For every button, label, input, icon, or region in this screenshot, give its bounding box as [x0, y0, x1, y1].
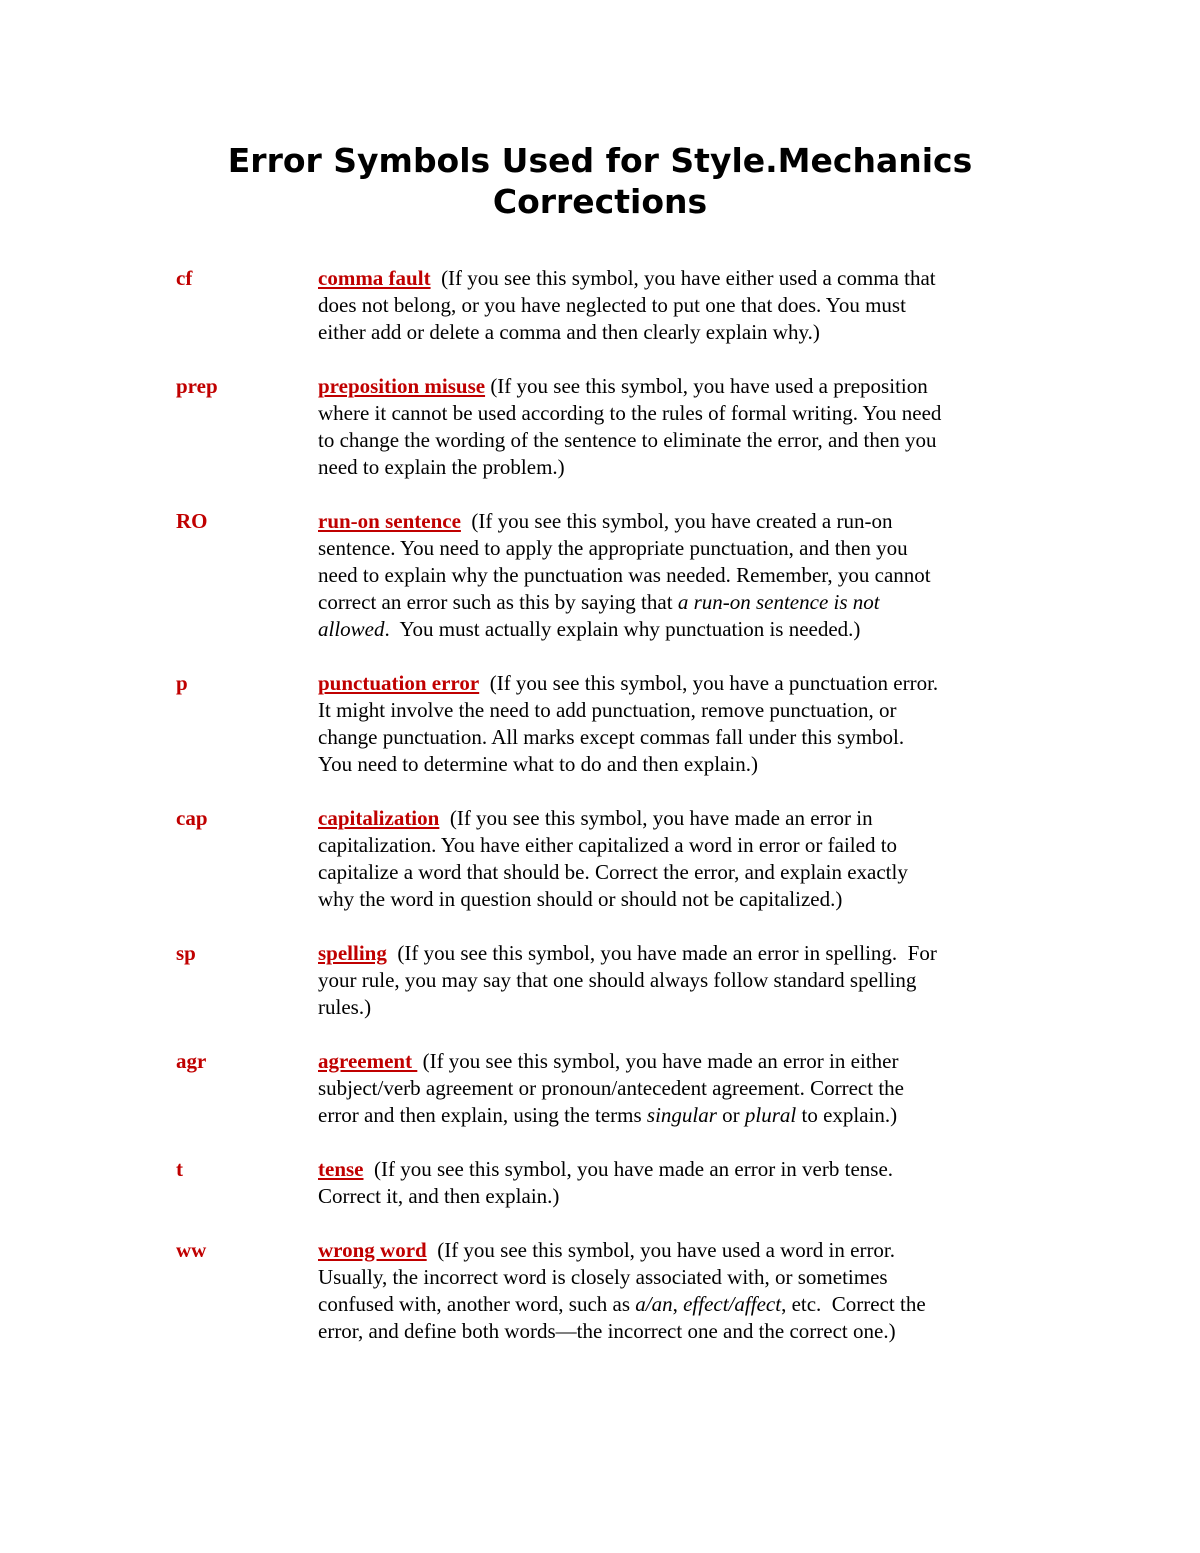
error-symbol-list	[176, 265, 1036, 1372]
description-line: either add or delete a comma and then clearly explain why.)	[318, 320, 820, 344]
description-line: error, and define both words—the incorrect one and the correct one.)	[318, 1319, 896, 1343]
symbol-label: cap	[176, 806, 208, 830]
description-line: to change the wording of the sentence to eliminate the error, and then you	[318, 428, 937, 452]
description-line: capitalize a word that should be. Correct the error, and explain exactly	[318, 860, 908, 884]
symbol-description	[318, 1156, 1036, 1210]
description-line: subject/verb agreement or pronoun/antecedent agreement. Correct the	[318, 1076, 904, 1100]
term-label: comma fault	[318, 266, 431, 290]
symbol-label: RO	[176, 509, 208, 533]
emphasis-text: plural	[744, 1103, 797, 1127]
title-line-2: Corrections	[492, 182, 708, 221]
description-text: . You must actually explain why punctuation is needed.)	[384, 617, 861, 641]
description-text: ,	[672, 1292, 684, 1316]
description-line: It might involve the need to add punctuation, remove punctuation, or	[318, 698, 897, 722]
list-item-cf	[176, 265, 1036, 346]
page-title	[150, 140, 1050, 222]
description-line	[318, 1291, 1036, 1318]
term-label: preposition misuse	[318, 374, 486, 398]
term-label: spelling	[318, 941, 387, 965]
term-label: wrong word	[318, 1238, 427, 1262]
description-line	[318, 265, 1036, 292]
description-text: to explain.)	[796, 1103, 898, 1127]
description-text: correct an error such as this by saying that	[318, 590, 678, 614]
description-text: (If you see this symbol, you have made an error in verb tense.	[363, 1157, 894, 1181]
description-line	[318, 589, 1036, 616]
description-line: capitalization. You have either capitalized a word in error or failed to	[318, 833, 898, 857]
description-line: need to explain why the punctuation was needed. Remember, you cannot	[318, 563, 931, 587]
symbol-label: sp	[176, 941, 196, 965]
description-text: (If you see this symbol, you have made an error in spelling. For	[386, 941, 937, 965]
symbol-description	[318, 940, 1036, 1021]
symbol-description	[318, 670, 1036, 778]
symbol-description	[318, 508, 1036, 643]
term-label: agreement	[318, 1049, 418, 1073]
description-line	[318, 1237, 1036, 1264]
description-line	[318, 508, 1036, 535]
description-text: (If you see this symbol, you have made an error in either	[417, 1049, 899, 1073]
symbol-label: t	[176, 1157, 183, 1181]
description-line: why the word in question should or should not be capitalized.)	[318, 887, 843, 911]
list-item-cap	[176, 805, 1036, 913]
symbol-description	[318, 373, 1036, 481]
list-item-agr	[176, 1048, 1036, 1129]
list-item-p	[176, 670, 1036, 778]
term-label: punctuation error	[318, 671, 480, 695]
term-label: tense	[318, 1157, 364, 1181]
description-text: error and then explain, using the terms	[318, 1103, 647, 1127]
symbol-label: ww	[176, 1238, 207, 1262]
list-item-ww	[176, 1237, 1036, 1345]
description-line: change punctuation. All marks except commas fall under this symbol.	[318, 725, 905, 749]
emphasis-text: singular	[646, 1103, 717, 1127]
description-text: (If you see this symbol, you have used a word in error.	[426, 1238, 896, 1262]
description-text: (If you see this symbol, you have used a preposition	[485, 374, 928, 398]
list-item-t	[176, 1156, 1036, 1210]
title-line-1: Error Symbols Used for Style.Mechanics	[227, 141, 973, 180]
term-label: capitalization	[318, 806, 440, 830]
description-text: , etc. Correct the	[781, 1292, 926, 1316]
description-line	[318, 373, 1036, 400]
description-line: You need to determine what to do and then explain.)	[318, 752, 758, 776]
description-text: (If you see this symbol, you have a punctuation error.	[479, 671, 939, 695]
description-line	[318, 940, 1036, 967]
list-item-ro	[176, 508, 1036, 643]
description-line: your rule, you may say that one should always follow standard spelling	[318, 968, 917, 992]
description-text: (If you see this symbol, you have made an error in	[439, 806, 873, 830]
emphasis-text: a/an	[635, 1292, 673, 1316]
description-line	[318, 1102, 1036, 1129]
symbol-description	[318, 1237, 1036, 1345]
description-line	[318, 1048, 1036, 1075]
description-text: (If you see this symbol, you have created a run-on	[460, 509, 893, 533]
description-line: does not belong, or you have neglected to put one that does. You must	[318, 293, 906, 317]
description-line	[318, 616, 1036, 643]
description-text: or	[716, 1103, 745, 1127]
description-line	[318, 1156, 1036, 1183]
symbol-label: prep	[176, 374, 218, 398]
description-line: Correct it, and then explain.)	[318, 1184, 560, 1208]
emphasis-text: a run-on sentence is not	[677, 590, 880, 614]
symbol-description	[318, 1048, 1036, 1129]
symbol-description	[318, 265, 1036, 346]
symbol-label: agr	[176, 1049, 207, 1073]
description-line: sentence. You need to apply the appropriate punctuation, and then you	[318, 536, 908, 560]
description-text: confused with, another word, such as	[318, 1292, 636, 1316]
list-item-sp	[176, 940, 1036, 1021]
symbol-description	[318, 805, 1036, 913]
emphasis-text: effect/affect	[683, 1292, 782, 1316]
description-line	[318, 670, 1036, 697]
description-line: rules.)	[318, 995, 372, 1019]
description-line	[318, 805, 1036, 832]
emphasis-text: allowed	[318, 617, 385, 641]
symbol-label: p	[176, 671, 188, 695]
description-line: where it cannot be used according to the rules of formal writing. You need	[318, 401, 942, 425]
list-item-prep	[176, 373, 1036, 481]
term-label: run-on sentence	[318, 509, 461, 533]
description-line: Usually, the incorrect word is closely associated with, or sometimes	[318, 1265, 888, 1289]
description-line: need to explain the problem.)	[318, 455, 565, 479]
symbol-label: cf	[176, 266, 193, 290]
description-text: (If you see this symbol, you have either used a comma that	[430, 266, 936, 290]
